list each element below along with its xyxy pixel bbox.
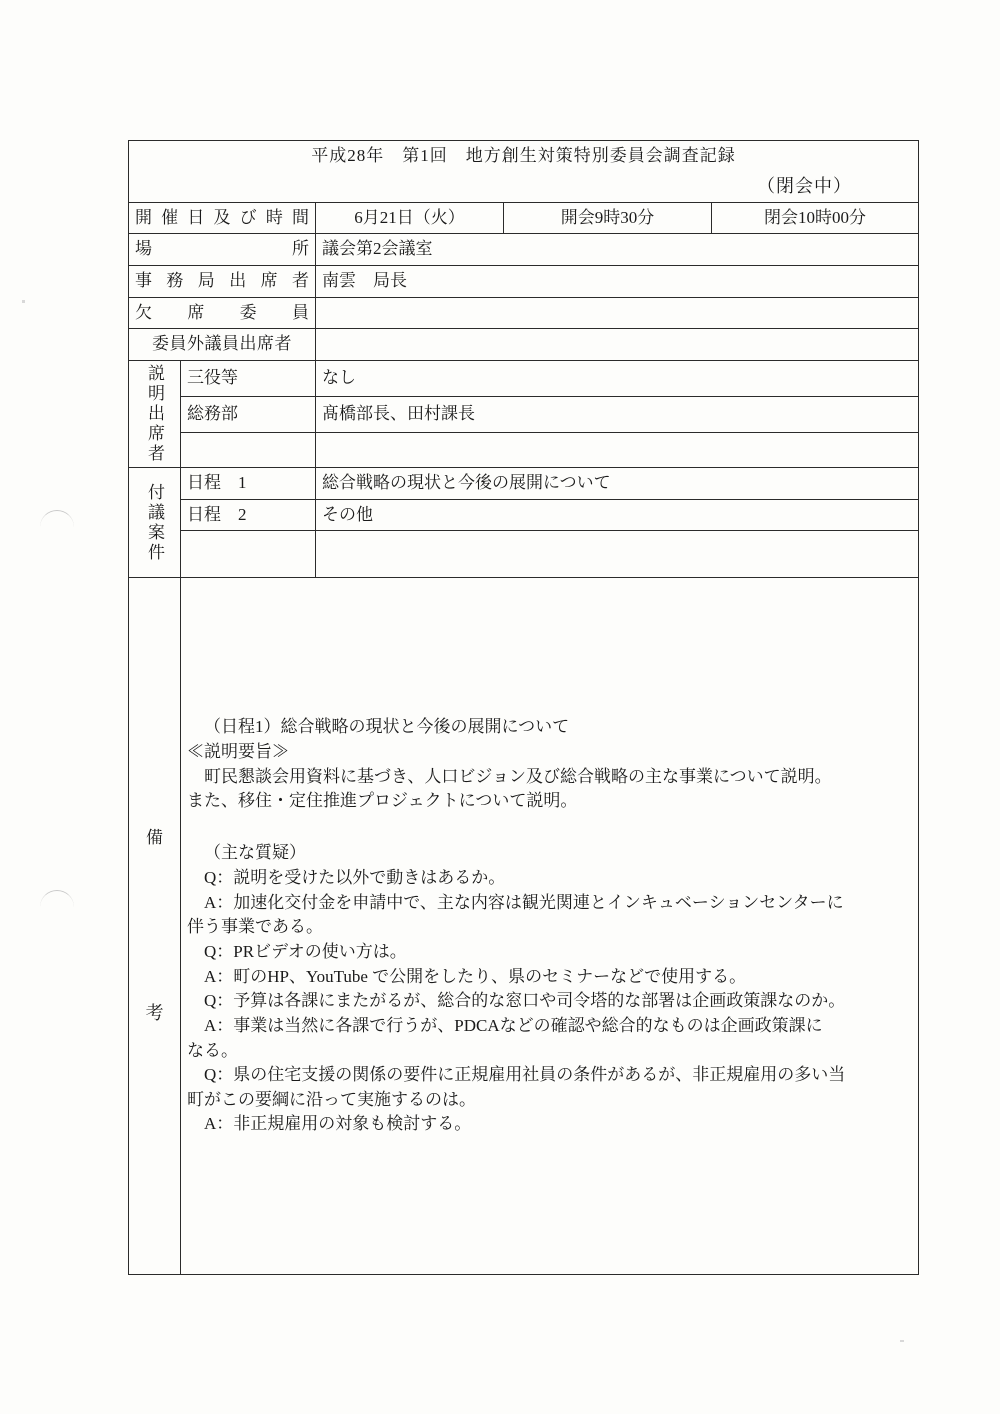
scan-speck: [22, 300, 25, 303]
table-row-explainer-3: [129, 432, 919, 467]
agenda-label-cell: [129, 467, 181, 577]
remarks-line: ≪説明要旨≫: [187, 741, 289, 761]
remarks-line: 町民懇談会用資料に基づき、人口ビジョン及び総合戦略の主な事業について説明。: [187, 766, 832, 786]
remarks-line: A：加速化交付金を申請中で、主な内容は観光関連とインキュベーションセンターに: [204, 892, 844, 912]
secretariat-value: 南雲 局長: [316, 266, 919, 298]
close-time-value: 閉会10時00分: [712, 202, 919, 234]
table-row-absent: [129, 297, 919, 329]
title-note: （閉会中）: [757, 175, 852, 196]
explainer-value-2: 髙橋部長、田村課長: [316, 396, 919, 432]
table-row-agenda-1: [129, 467, 919, 499]
explainers-label-cell: [129, 360, 181, 467]
remarks-lines: [187, 715, 912, 1137]
remarks-line: （主な質疑）: [204, 843, 306, 863]
explainer-role-3: [181, 432, 316, 467]
remarks-body: [181, 578, 919, 1275]
open-time-value: 開会9時30分: [504, 202, 712, 234]
document-title-cell: [129, 141, 919, 203]
explainers-label: 説明出席者: [145, 363, 164, 464]
table-row-agenda-3: [129, 531, 919, 578]
remarks-line: A：非正規雇用の対象も検討する。: [204, 1114, 472, 1134]
table-row-explainer-2: [129, 396, 919, 432]
absent-label: 欠 席 委 員: [129, 297, 316, 329]
place-label: 場 所: [129, 234, 316, 266]
agenda-no-3: [181, 531, 316, 578]
table-row-secretariat: [129, 266, 919, 298]
minutes-table: [128, 140, 919, 1275]
explainer-value-1: なし: [316, 360, 919, 396]
absent-value: [316, 297, 919, 329]
agenda-no-1: 日程 1: [181, 467, 316, 499]
table-row-agenda-2: [129, 499, 919, 531]
scan-speck: [900, 1340, 904, 1342]
agenda-label: 付議案件: [145, 482, 164, 563]
place-value: 議会第2会議室: [316, 234, 919, 266]
explainer-value-3: [316, 432, 919, 467]
date-value: 6月21日（火）: [316, 202, 504, 234]
remarks-line: Q：説明を受けた以外で動きはあるか。: [204, 868, 506, 888]
table-row-nonmember: [129, 329, 919, 361]
remarks-line: Q：県の住宅支援の関係の要件に正規雇用社員の条件があるが、非正規雇用の多い当: [204, 1065, 846, 1085]
nonmember-value: [316, 329, 919, 361]
minutes-sheet: [128, 140, 918, 1275]
remarks-line: なる。: [187, 1040, 238, 1060]
remarks-line: 伴う事業である。: [187, 917, 323, 937]
table-row-remarks: [129, 578, 919, 1275]
remarks-label-top: 備: [146, 827, 163, 847]
table-row-place: [129, 234, 919, 266]
agenda-value-3: [316, 531, 919, 578]
remarks-line: Q：PRビデオの使い方は。: [204, 941, 407, 961]
remarks-label-bottom: 考: [145, 1003, 164, 1024]
remarks-line: A：事業は当然に各課で行うが、PDCAなどの確認や総合的なものは企画政策課に: [204, 1015, 823, 1035]
remarks-line: [187, 814, 912, 842]
secretariat-label: 事務局出席者: [129, 266, 316, 298]
table-row-explainer-1: [129, 360, 919, 396]
remarks-line: （日程1）総合戦略の現状と今後の展開について: [204, 717, 570, 737]
remarks-label-cell: [129, 578, 181, 1275]
remarks-line: A：町のHP、YouTube で公開をしたり、県のセミナーなどで使用する。: [204, 966, 747, 986]
nonmember-label: 委員外議員出席者: [129, 329, 316, 361]
agenda-no-2: 日程 2: [181, 499, 316, 531]
agenda-value-1: 総合戦略の現状と今後の展開について: [316, 467, 919, 499]
page-title: 平成28年 第1回 地方創生対策特別委員会調査記録: [311, 146, 736, 165]
explainer-role-2: 総務部: [181, 396, 316, 432]
remarks-line: また、移住・定住推進プロジェクトについて説明。: [187, 791, 578, 811]
explainer-role-1: 三役等: [181, 360, 316, 396]
remarks-line: Q：予算は各課にまたがるが、総合的な窓口や司令塔的な部署は企画政策課なのか。: [204, 991, 846, 1011]
remarks-line: 町がこの要綱に沿って実施するのは。: [187, 1089, 476, 1109]
agenda-value-2: その他: [316, 499, 919, 531]
table-row-date: [129, 202, 919, 234]
date-label: 開催日及び時間: [129, 202, 316, 234]
table-row-title: [129, 141, 919, 203]
